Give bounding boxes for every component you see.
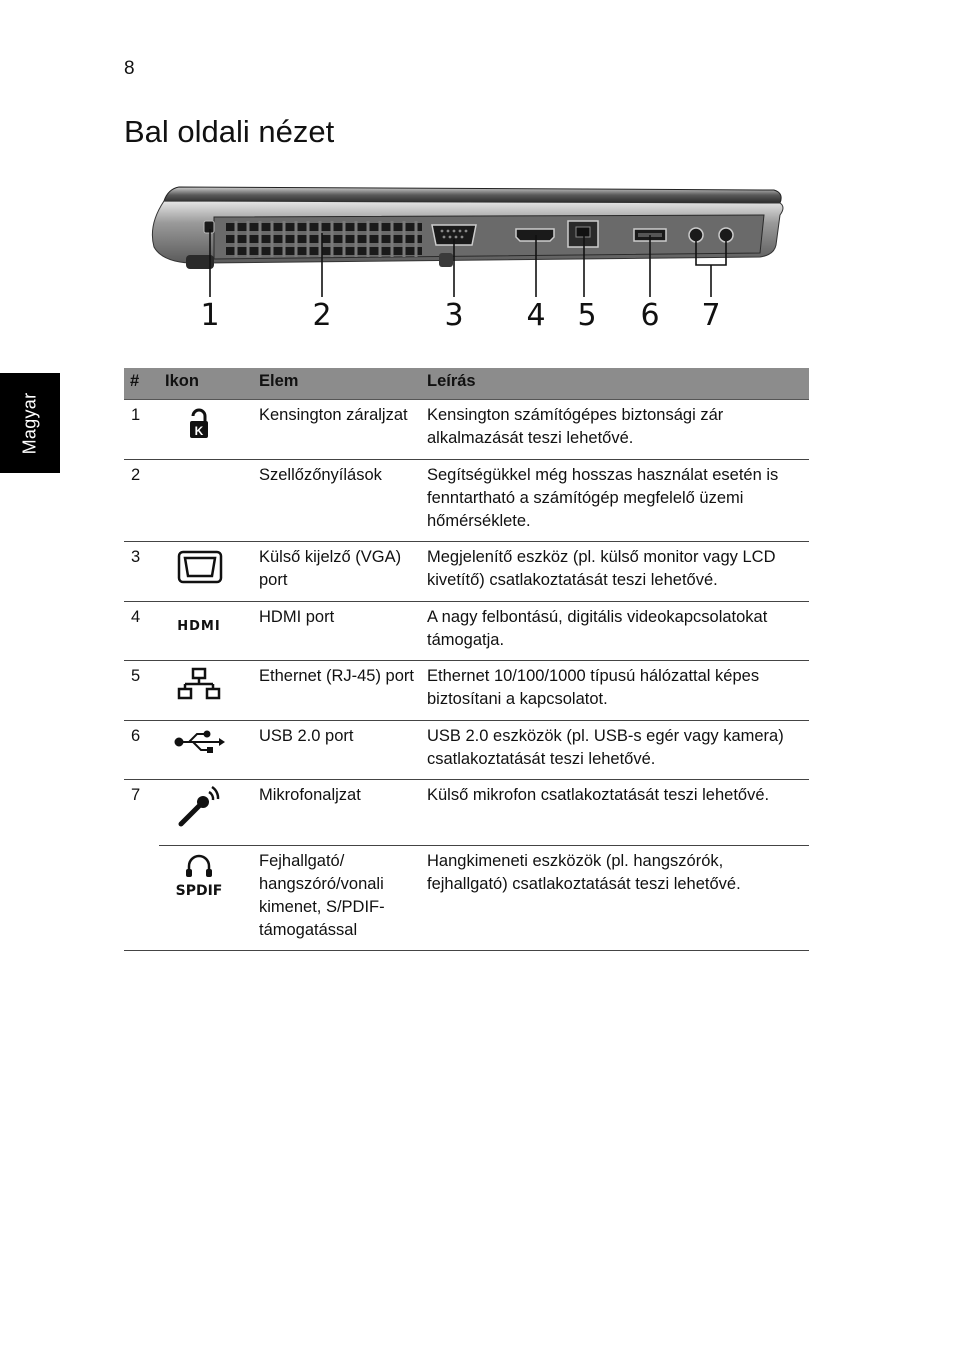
page-number: 8 <box>124 58 135 79</box>
row-number: 3 <box>124 542 159 602</box>
row-description: A nagy felbontású, digitális videokapcsolatokat támogatja. <box>421 602 809 661</box>
row-number: 7 <box>131 786 141 804</box>
row-number: 2 <box>124 460 159 542</box>
table-row <box>124 780 809 846</box>
hdmi-icon <box>165 606 227 640</box>
row-description: Külső mikrofon csatlakoztatását teszi lehetővé. <box>421 780 809 846</box>
row-element: HDMI port <box>253 602 421 661</box>
callout-4: 4 <box>526 298 546 333</box>
hdmi-text: HDMI <box>177 619 221 634</box>
header-icon: Ikon <box>159 368 253 400</box>
microphone-icon <box>165 784 227 830</box>
row-element: Szellőzőnyílások <box>253 460 421 542</box>
table-header-row <box>124 368 809 400</box>
row-icon-cell <box>159 721 253 780</box>
row-element: Mikrofonaljzat <box>253 780 421 846</box>
lock-letter: K <box>194 424 204 438</box>
page-title: Bal oldali nézet <box>124 114 335 149</box>
row-icon-cell <box>159 400 253 460</box>
row-element: Fejhallgató/ hangszóró/vonali kimenet, S/PDIF-támogatással <box>253 846 421 951</box>
row-element: Külső kijelző (VGA) port <box>253 542 421 602</box>
row-description: Hangkimeneti eszközök (pl. hangszórók, fejhallgató) csatlakoztatását teszi lehetővé. <box>421 846 809 951</box>
spdif-label: SPDIF <box>175 883 223 899</box>
row-element: USB 2.0 port <box>253 721 421 780</box>
kensington-lock-icon <box>165 404 227 444</box>
language-side-tab <box>0 373 60 473</box>
row-number: 4 <box>124 602 159 661</box>
table-row <box>124 721 809 780</box>
row-icon-cell <box>159 460 253 542</box>
callout-5: 5 <box>577 298 597 333</box>
headphone-spdif-icon <box>165 850 227 900</box>
table-row <box>124 661 809 721</box>
table-row <box>124 542 809 602</box>
row-icon-cell <box>159 602 253 661</box>
vga-port-icon <box>165 546 227 586</box>
row-number: 6 <box>124 721 159 780</box>
row-description: Kensington számítógépes biztonsági zár alkalmazását teszi lehetővé. <box>421 400 809 460</box>
table-row <box>124 602 809 661</box>
row-description: Segítségükkel még hosszas használat esetén is fenntartható a számítógép megfelelő üzemi hőmérséklete. <box>421 460 809 542</box>
row-element: Kensington záraljzat <box>253 400 421 460</box>
header-num: # <box>124 368 159 400</box>
laptop-left-side-illustration <box>124 175 814 345</box>
side-tab-label: Magyar <box>19 392 40 454</box>
callout-3: 3 <box>444 298 464 333</box>
row-icon-cell <box>159 542 253 602</box>
table-row <box>124 400 809 460</box>
usb-icon <box>165 725 227 759</box>
row-description: Ethernet 10/100/1000 típusú hálózattal képes biztosítani a kapcsolatot. <box>421 661 809 721</box>
row-description: Megjelenítő eszköz (pl. külső monitor vagy LCD kivetítő) csatlakoztatását teszi lehetővé. <box>421 542 809 602</box>
callout-6: 6 <box>640 298 660 333</box>
table-row <box>124 460 809 542</box>
row-icon-cell <box>159 661 253 721</box>
callout-1: 1 <box>200 298 220 333</box>
row-number: 1 <box>124 400 159 460</box>
row-icon-cell <box>159 846 253 951</box>
ethernet-icon <box>165 665 227 705</box>
callout-7: 7 <box>701 298 721 333</box>
callout-2: 2 <box>312 298 332 333</box>
row-icon-cell <box>159 780 253 846</box>
row-number: 5 <box>124 661 159 721</box>
header-description: Leírás <box>421 368 809 400</box>
header-element: Elem <box>253 368 421 400</box>
row-element: Ethernet (RJ-45) port <box>253 661 421 721</box>
row-description: USB 2.0 eszközök (pl. USB-s egér vagy kamera) csatlakoztatását teszi lehetővé. <box>421 721 809 780</box>
table-row <box>124 846 809 951</box>
port-spec-table <box>124 368 809 951</box>
row-number <box>124 846 159 951</box>
